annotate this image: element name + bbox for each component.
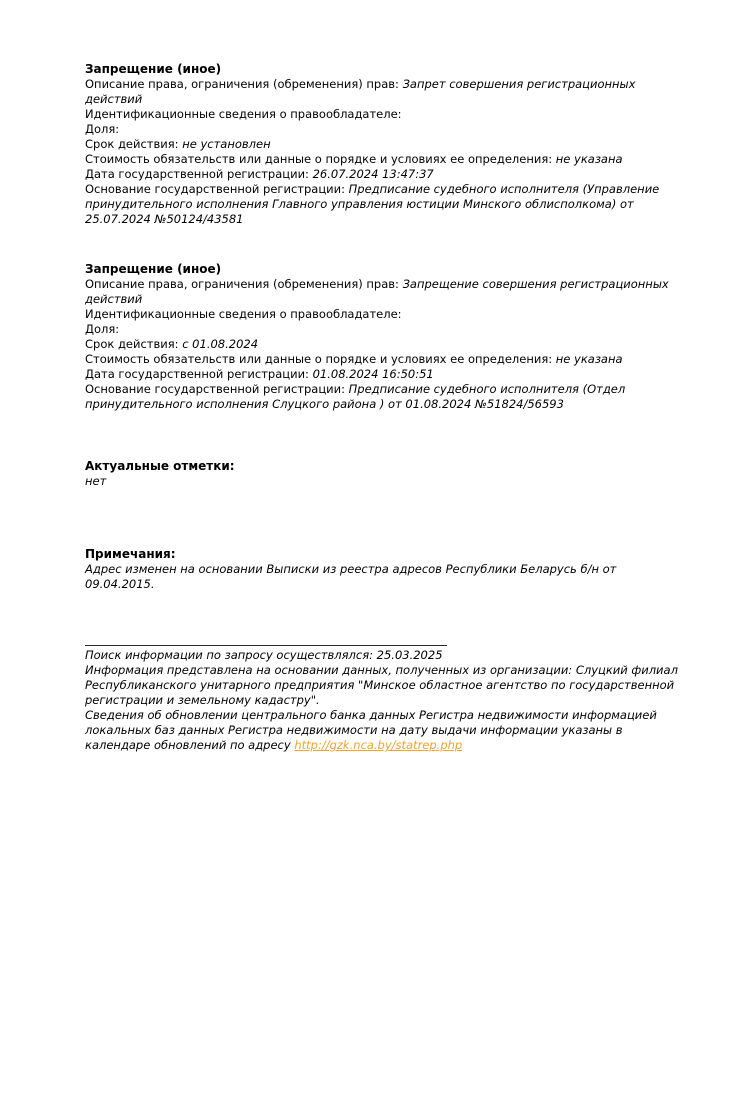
field-row (85, 152, 679, 167)
current-marks-title: Актуальные отметки: (85, 459, 235, 473)
field-row (85, 77, 679, 107)
field-label: Идентификационные сведения о правообладателе: (85, 107, 402, 121)
field-label: Срок действия: (85, 137, 179, 151)
field-value: не указана (555, 152, 623, 166)
field-row (85, 307, 679, 322)
section-title: Запрещение (иное) (85, 62, 222, 76)
field-label: Доля: (85, 122, 120, 136)
field-value: Предписание судебного исполнителя (Управление принудительного исполнения Главного управления юстиции Минского облисполкома) от 25.07.2024 №50124/43581 (85, 182, 660, 226)
footer-search-line: Поиск информации по запросу осуществлялся: 25.03.2025 (85, 648, 443, 662)
current-marks-section (85, 459, 679, 489)
field-row (85, 167, 679, 182)
field-row (85, 182, 679, 227)
footer-info-line: Информация представлена на основании данных, полученных из организации: Слуцкий филиал Республиканского унитарного предприятия "Минское областное агентство по государственной регистрации и земельному кадастру". (85, 663, 678, 707)
section-title: Запрещение (иное) (85, 262, 222, 276)
field-value: Запрещение совершения регистрационных действий (85, 277, 669, 306)
field-row (85, 277, 679, 307)
field-row (85, 367, 679, 382)
field-label: Дата государственной регистрации: (85, 167, 309, 181)
field-value: Предписание судебного исполнителя (Отдел принудительного исполнения Слуцкого района ) от 01.08.2024 №51824/56593 (85, 382, 626, 411)
notes-value: Адрес изменен на основании Выписки из реестра адресов Республики Беларусь б/н от 09.04.2015. (85, 562, 617, 591)
field-label: Основание государственной регистрации: (85, 182, 345, 196)
restriction-section-2 (85, 262, 679, 412)
field-row (85, 137, 679, 152)
field-label: Основание государственной регистрации: (85, 382, 345, 396)
current-marks-value: нет (85, 474, 107, 488)
field-row (85, 122, 679, 137)
field-row (85, 382, 679, 412)
separator-line (85, 645, 447, 646)
notes-section (85, 547, 679, 592)
field-row (85, 322, 679, 337)
field-value: не установлен (182, 137, 271, 151)
field-value: 26.07.2024 13:47:37 (312, 167, 434, 181)
restriction-section-1 (85, 62, 679, 227)
notes-title: Примечания: (85, 547, 176, 561)
footer-update-text: Сведения об обновлении центрального банка данных Регистра недвижимости информацией локальных баз данных Регистра недвижимости на дату выдачи информации указаны в календаре обновлений по адресу (85, 708, 657, 752)
footer (85, 648, 679, 753)
field-value: не указана (555, 352, 623, 366)
field-label: Идентификационные сведения о правообладателе: (85, 307, 402, 321)
footer-update-line (85, 708, 679, 753)
field-row (85, 352, 679, 367)
field-label: Дата государственной регистрации: (85, 367, 309, 381)
field-label: Срок действия: (85, 337, 179, 351)
field-label: Стоимость обязательств или данные о порядке и условиях ее определения: (85, 352, 553, 366)
field-value: с 01.08.2024 (182, 337, 259, 351)
field-row (85, 107, 679, 122)
field-label: Стоимость обязательств или данные о порядке и условиях ее определения: (85, 152, 553, 166)
field-label: Доля: (85, 322, 120, 336)
field-label: Описание права, ограничения (обременения) прав: (85, 277, 399, 291)
field-value: 01.08.2024 16:50:51 (312, 367, 434, 381)
statrep-link[interactable]: http://gzk.nca.by/statrep.php (294, 738, 463, 752)
field-value: Запрет совершения регистрационных действий (85, 77, 636, 106)
field-label: Описание права, ограничения (обременения) прав: (85, 77, 399, 91)
field-row (85, 337, 679, 352)
